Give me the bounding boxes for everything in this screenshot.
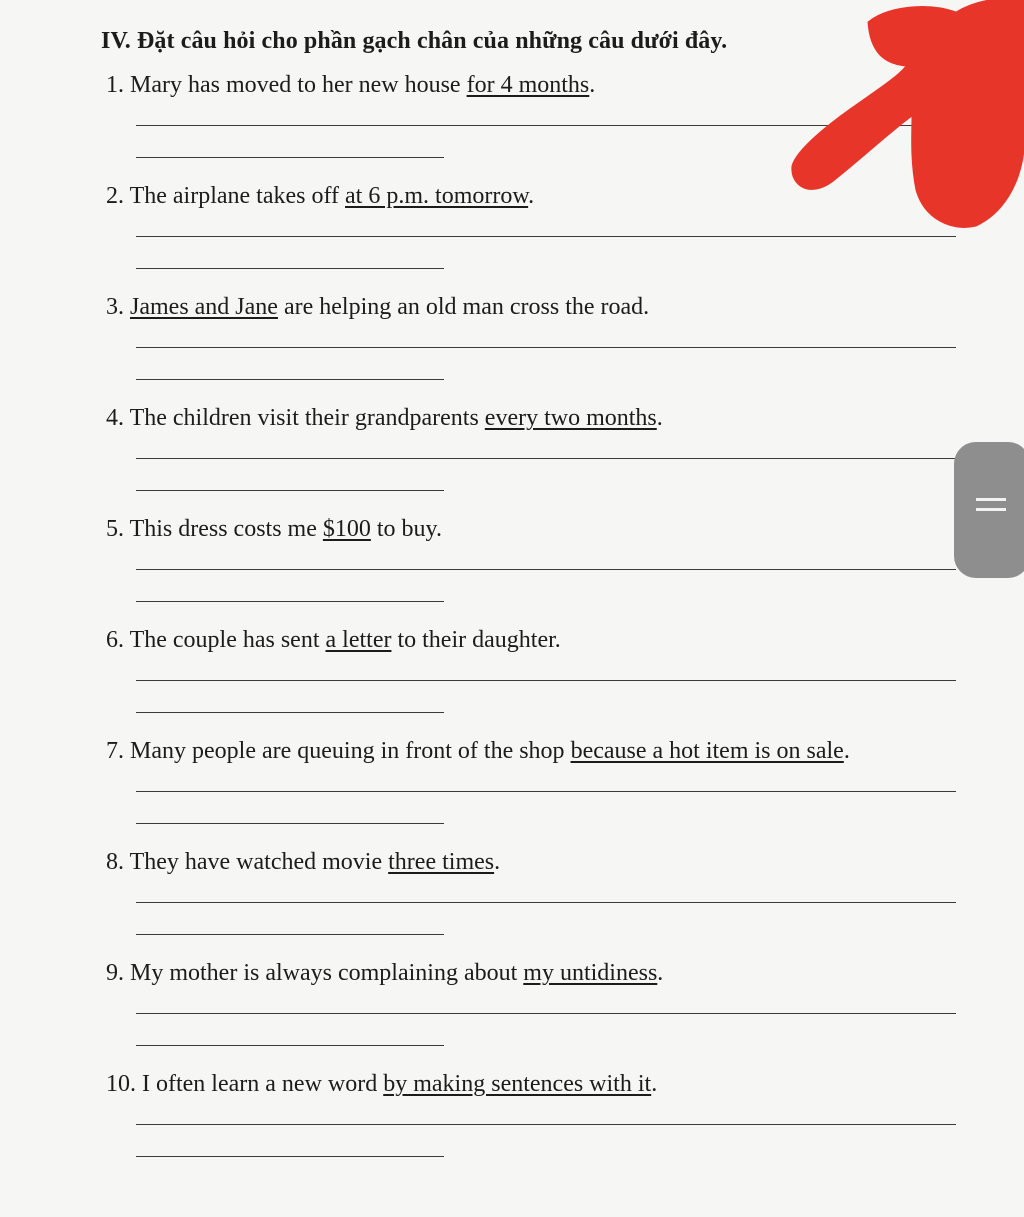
underlined-phrase: my untidiness xyxy=(523,960,658,986)
drag-handle-icon xyxy=(976,508,1006,511)
answer-line-1[interactable] xyxy=(136,1124,956,1125)
underlined-phrase: a letter xyxy=(325,627,392,653)
underlined-phrase: $100 xyxy=(322,516,371,542)
answer-line-2[interactable] xyxy=(136,379,444,380)
underlined-phrase: three times xyxy=(388,849,495,875)
answer-line-2[interactable] xyxy=(136,601,444,602)
question-item xyxy=(0,626,1024,737)
question-number: 3. xyxy=(106,294,124,320)
question-text xyxy=(106,293,649,321)
question-after: . xyxy=(657,960,664,986)
question-number: 2. xyxy=(106,183,124,209)
underlined-phrase: for 4 months xyxy=(466,72,590,98)
answer-line-2[interactable] xyxy=(136,934,444,935)
question-before: My mother is always complaining about xyxy=(124,960,524,986)
answer-line-2[interactable] xyxy=(136,1045,444,1046)
answer-line-2[interactable] xyxy=(136,823,444,824)
underlined-phrase: every two months xyxy=(484,405,657,431)
question-before: The children visit their grandparents xyxy=(124,405,485,431)
question-number: 1. xyxy=(106,72,124,98)
answer-line-2[interactable] xyxy=(136,157,444,158)
question-before: Mary has moved to her new house xyxy=(124,72,467,98)
question-before: The couple has sent xyxy=(124,627,326,653)
question-text xyxy=(106,515,442,543)
red-scribble xyxy=(788,0,1024,232)
answer-line-1[interactable] xyxy=(136,458,956,459)
answer-line-2[interactable] xyxy=(136,490,444,491)
question-after: to buy. xyxy=(370,516,442,542)
answer-line-1[interactable] xyxy=(136,791,956,792)
underlined-phrase: because a hot item is on sale xyxy=(570,738,844,764)
answer-line-1[interactable] xyxy=(136,680,956,681)
question-number: 7. xyxy=(106,738,124,764)
underlined-phrase: James and Jane xyxy=(130,294,278,320)
question-item xyxy=(0,404,1024,515)
answer-line-2[interactable] xyxy=(136,268,444,269)
underlined-phrase: by making sentences with it xyxy=(383,1071,652,1097)
answer-line-1[interactable] xyxy=(136,902,956,903)
page-title: IV. Đặt câu hỏi cho phần gạch chân của những câu dưới đây. xyxy=(101,28,728,54)
question-text xyxy=(106,404,663,432)
question-item xyxy=(0,737,1024,848)
scribble-mark xyxy=(792,0,1024,227)
question-after: . xyxy=(589,72,596,98)
answer-line-1[interactable] xyxy=(136,236,956,237)
answer-line-1[interactable] xyxy=(136,347,956,348)
scroll-handle[interactable] xyxy=(954,442,1024,578)
question-number: 5. xyxy=(106,516,124,542)
question-after: to their daughter. xyxy=(391,627,561,653)
question-after: . xyxy=(656,405,663,431)
question-text xyxy=(106,848,500,876)
question-item xyxy=(0,515,1024,626)
question-before: The airplane takes off xyxy=(124,183,346,209)
question-after: . xyxy=(528,183,535,209)
answer-line-1[interactable] xyxy=(136,1013,956,1014)
question-number: 6. xyxy=(106,627,124,653)
question-number: 10. xyxy=(106,1071,136,1097)
answer-line-2[interactable] xyxy=(136,712,444,713)
question-text xyxy=(106,626,561,654)
question-after: . xyxy=(494,849,501,875)
question-number: 8. xyxy=(106,849,124,875)
question-before: They have watched movie xyxy=(124,849,389,875)
question-number: 4. xyxy=(106,405,124,431)
question-after: . xyxy=(651,1071,658,1097)
question-item xyxy=(0,848,1024,959)
question-item xyxy=(0,959,1024,1070)
question-item xyxy=(0,293,1024,404)
question-after: . xyxy=(843,738,850,764)
question-text xyxy=(106,71,595,99)
underlined-phrase: at 6 p.m. tomorrow xyxy=(345,183,529,209)
question-text xyxy=(106,182,534,210)
question-text xyxy=(106,1070,657,1098)
answer-line-1[interactable] xyxy=(136,569,956,570)
question-item xyxy=(0,1070,1024,1181)
question-before: I often learn a new word xyxy=(136,1071,384,1097)
question-number: 9. xyxy=(106,960,124,986)
question-before: This dress costs me xyxy=(124,516,323,542)
question-text xyxy=(106,737,850,765)
answer-line-2[interactable] xyxy=(136,1156,444,1157)
drag-handle-icon xyxy=(976,498,1006,501)
question-before: Many people are queuing in front of the shop xyxy=(124,738,571,764)
question-text xyxy=(106,959,663,987)
question-after: are helping an old man cross the road. xyxy=(277,294,650,320)
